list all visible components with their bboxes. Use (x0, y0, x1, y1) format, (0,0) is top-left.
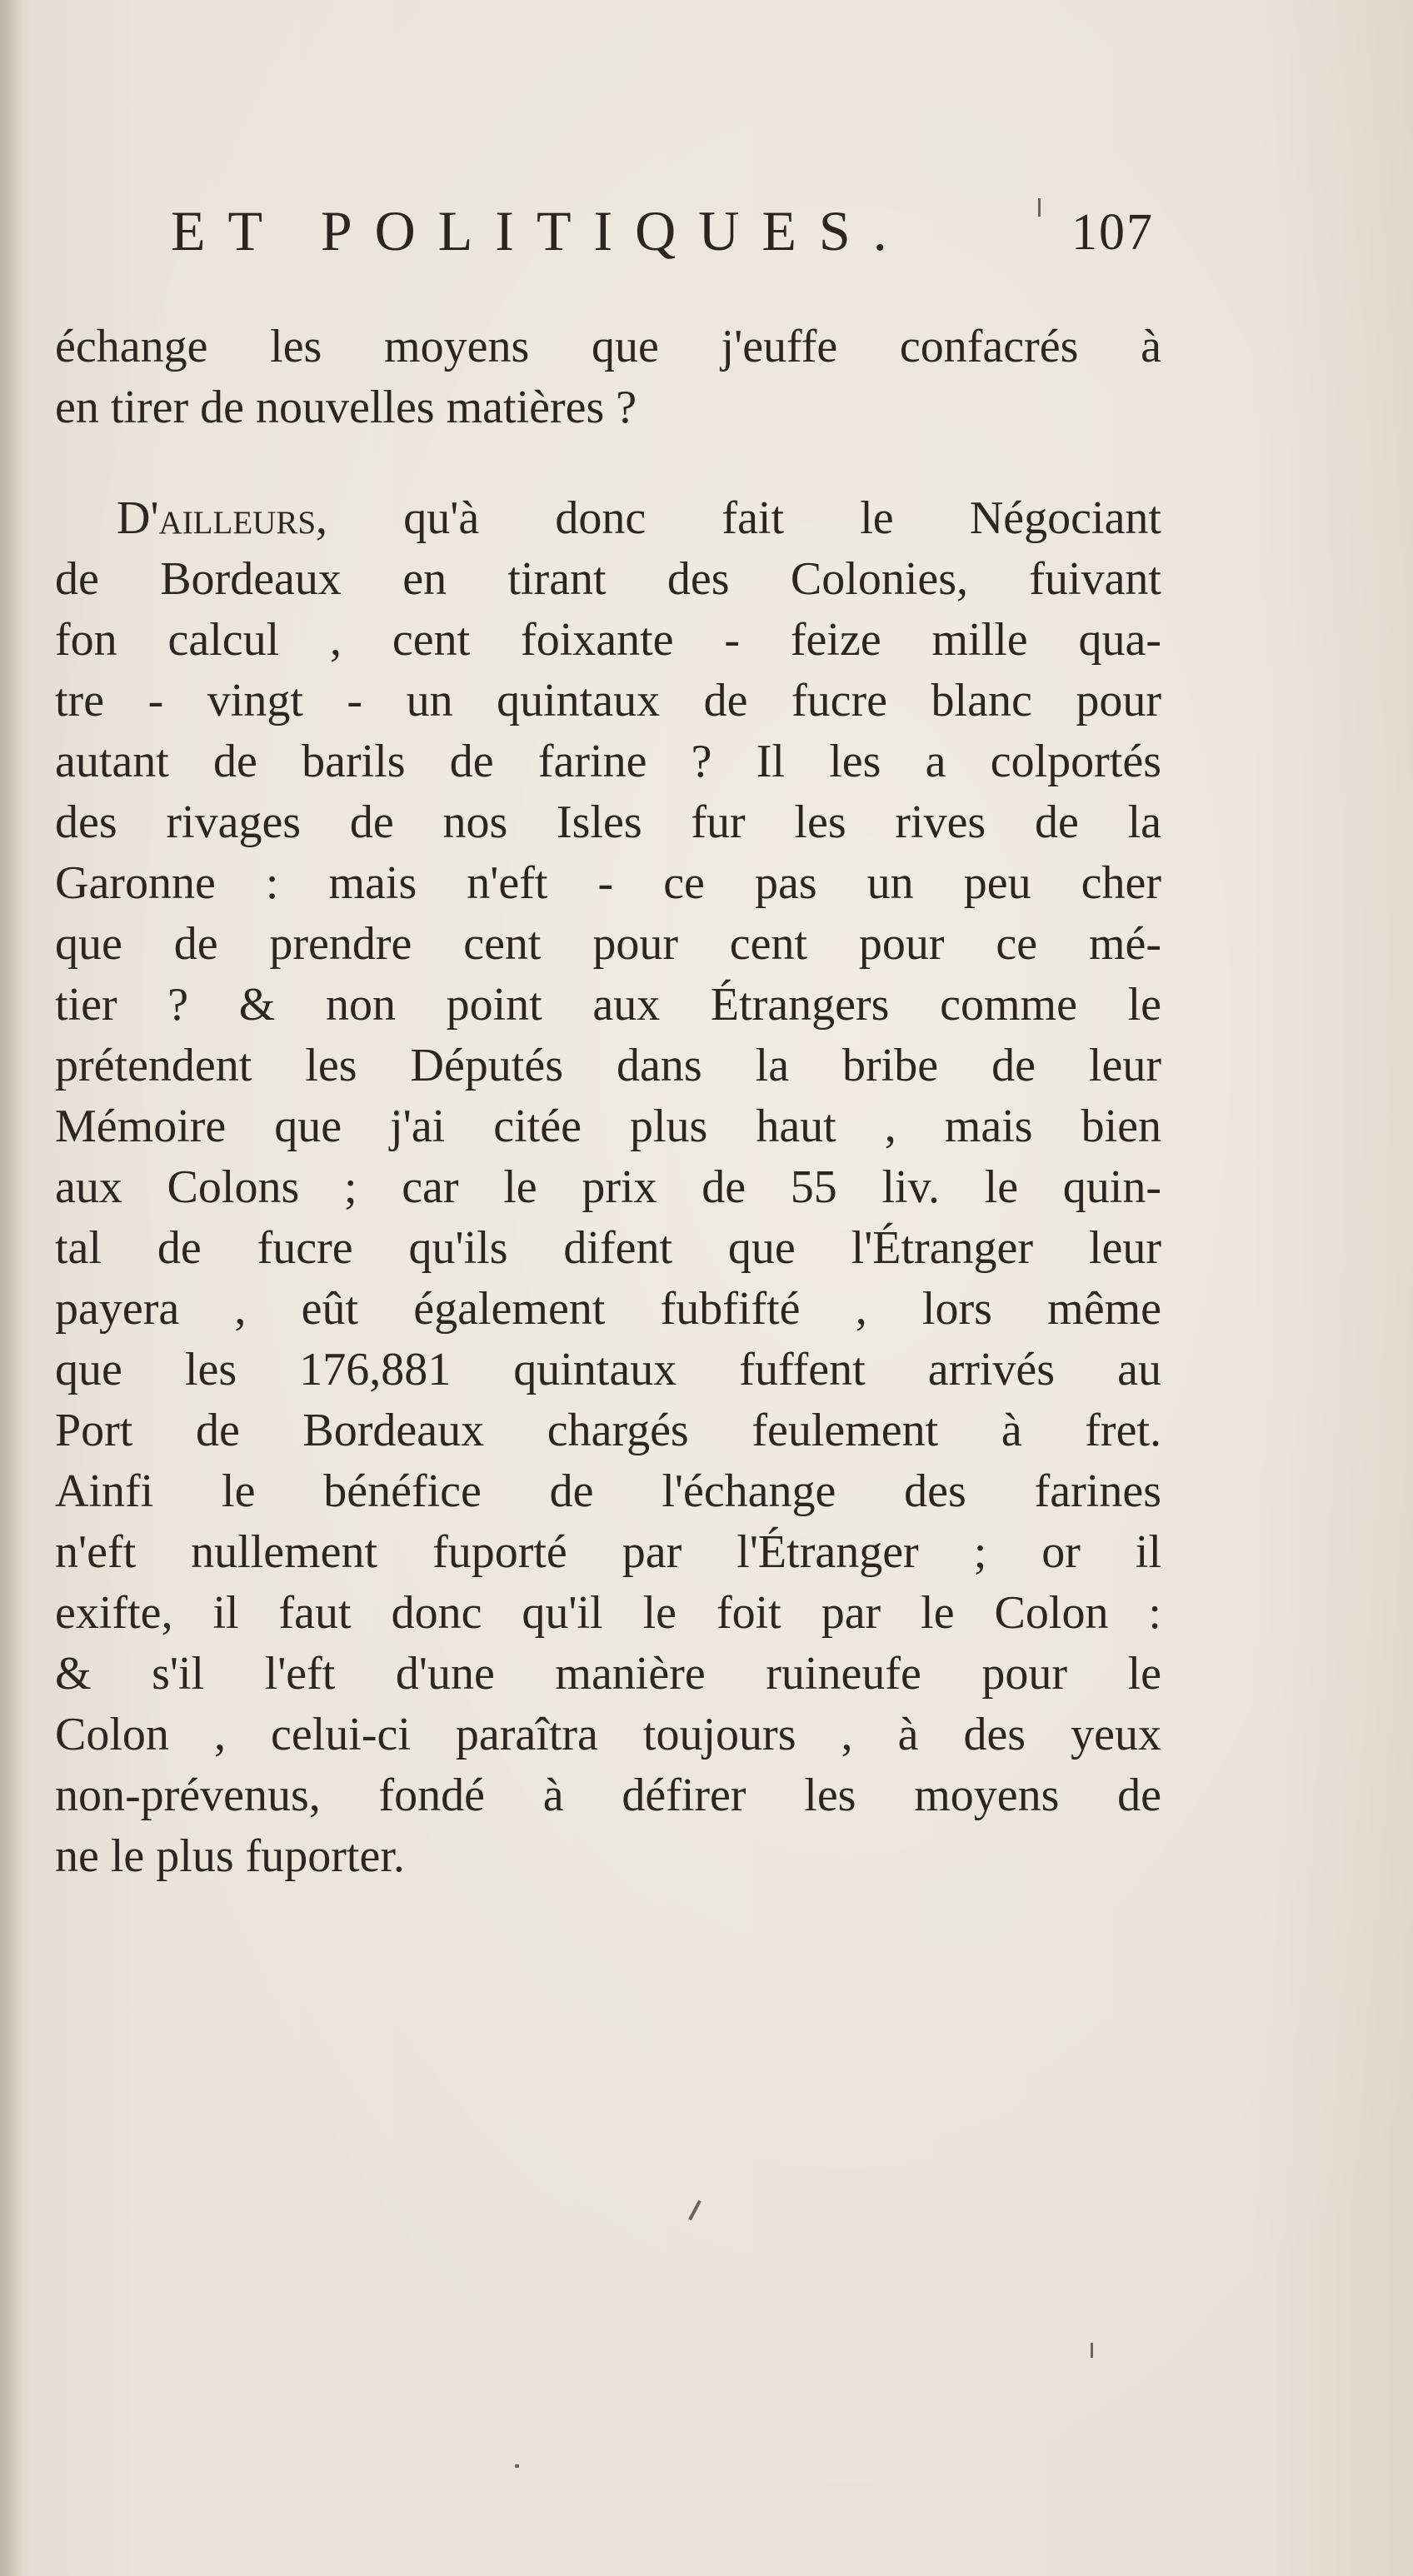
text-line: de Bordeaux en tirant des Colonies, fuivant (55, 553, 1161, 605)
text-line: & s'il l'eft d'une manière ruineufe pour le (55, 1648, 1161, 1700)
ink-speck (688, 2200, 702, 2221)
text-line: tre - vingt - un quintaux de fucre blanc pour (55, 675, 1161, 726)
text-line: Garonne : mais n'eft - ce pas un peu cher (55, 857, 1161, 909)
text-line: tier ? & non point aux Étrangers comme le (55, 979, 1161, 1031)
text-line-fragment: , qu'à donc fait le Négociant (316, 492, 1161, 544)
text-line: prétendent les Députés dans la bribe de leur (55, 1040, 1161, 1091)
text-line: que les 176,881 quintaux fuffent arrivés au (55, 1344, 1161, 1395)
text-line: en tirer de nouvelles matières ? (55, 382, 637, 433)
text-line: que de prendre cent pour cent pour ce mé- (55, 918, 1161, 970)
text-line: exifte, il faut donc qu'il le foit par le Colon : (55, 1587, 1161, 1639)
ink-speck (515, 2464, 519, 2468)
ink-speck (1091, 2343, 1093, 2358)
paragraph-lead-word: D'ailleurs (117, 492, 317, 544)
text-line: des rivages de nos Isles fur les rives de la (55, 796, 1161, 848)
running-head (171, 198, 1154, 273)
text-line: échange les moyens que j'euffe confacrés à (55, 321, 1161, 372)
text-line: non-prévenus, fondé à défirer les moyens de (55, 1770, 1161, 1821)
text-line: aux Colons ; car le prix de 55 liv. le quin- (55, 1161, 1161, 1213)
text-line: n'eft nullement fuporté par l'Étranger ; or il (55, 1526, 1161, 1578)
binding-edge (0, 0, 23, 2576)
text-line: Mémoire que j'ai citée plus haut , mais bien (55, 1101, 1161, 1152)
text-line: Ainfi le bénéfice de l'échange des farines (55, 1465, 1161, 1517)
text-line: fon calcul , cent foixante - feize mille qua- (55, 614, 1161, 666)
text-line: tal de fucre qu'ils difent que l'Étranger leur (55, 1222, 1161, 1274)
paragraph-opening-line (55, 488, 1161, 549)
page-number: 107 (1071, 204, 1154, 261)
text-line: autant de barils de farine ? Il les a colportés (55, 736, 1161, 787)
body-text (55, 317, 1161, 1887)
running-head-title: ET POLITIQUES. (171, 199, 910, 262)
text-line: Colon , celui-ci paraîtra toujours , à des yeux (55, 1709, 1161, 1760)
text-line: payera , eût également fubfifté , lors même (55, 1283, 1161, 1335)
text-line: Port de Bordeaux chargés feulement à fret. (55, 1405, 1161, 1456)
paragraph-gap (55, 438, 1161, 488)
text-line: ne le plus fuporter. (55, 1830, 405, 1882)
ink-speck (1038, 198, 1041, 217)
